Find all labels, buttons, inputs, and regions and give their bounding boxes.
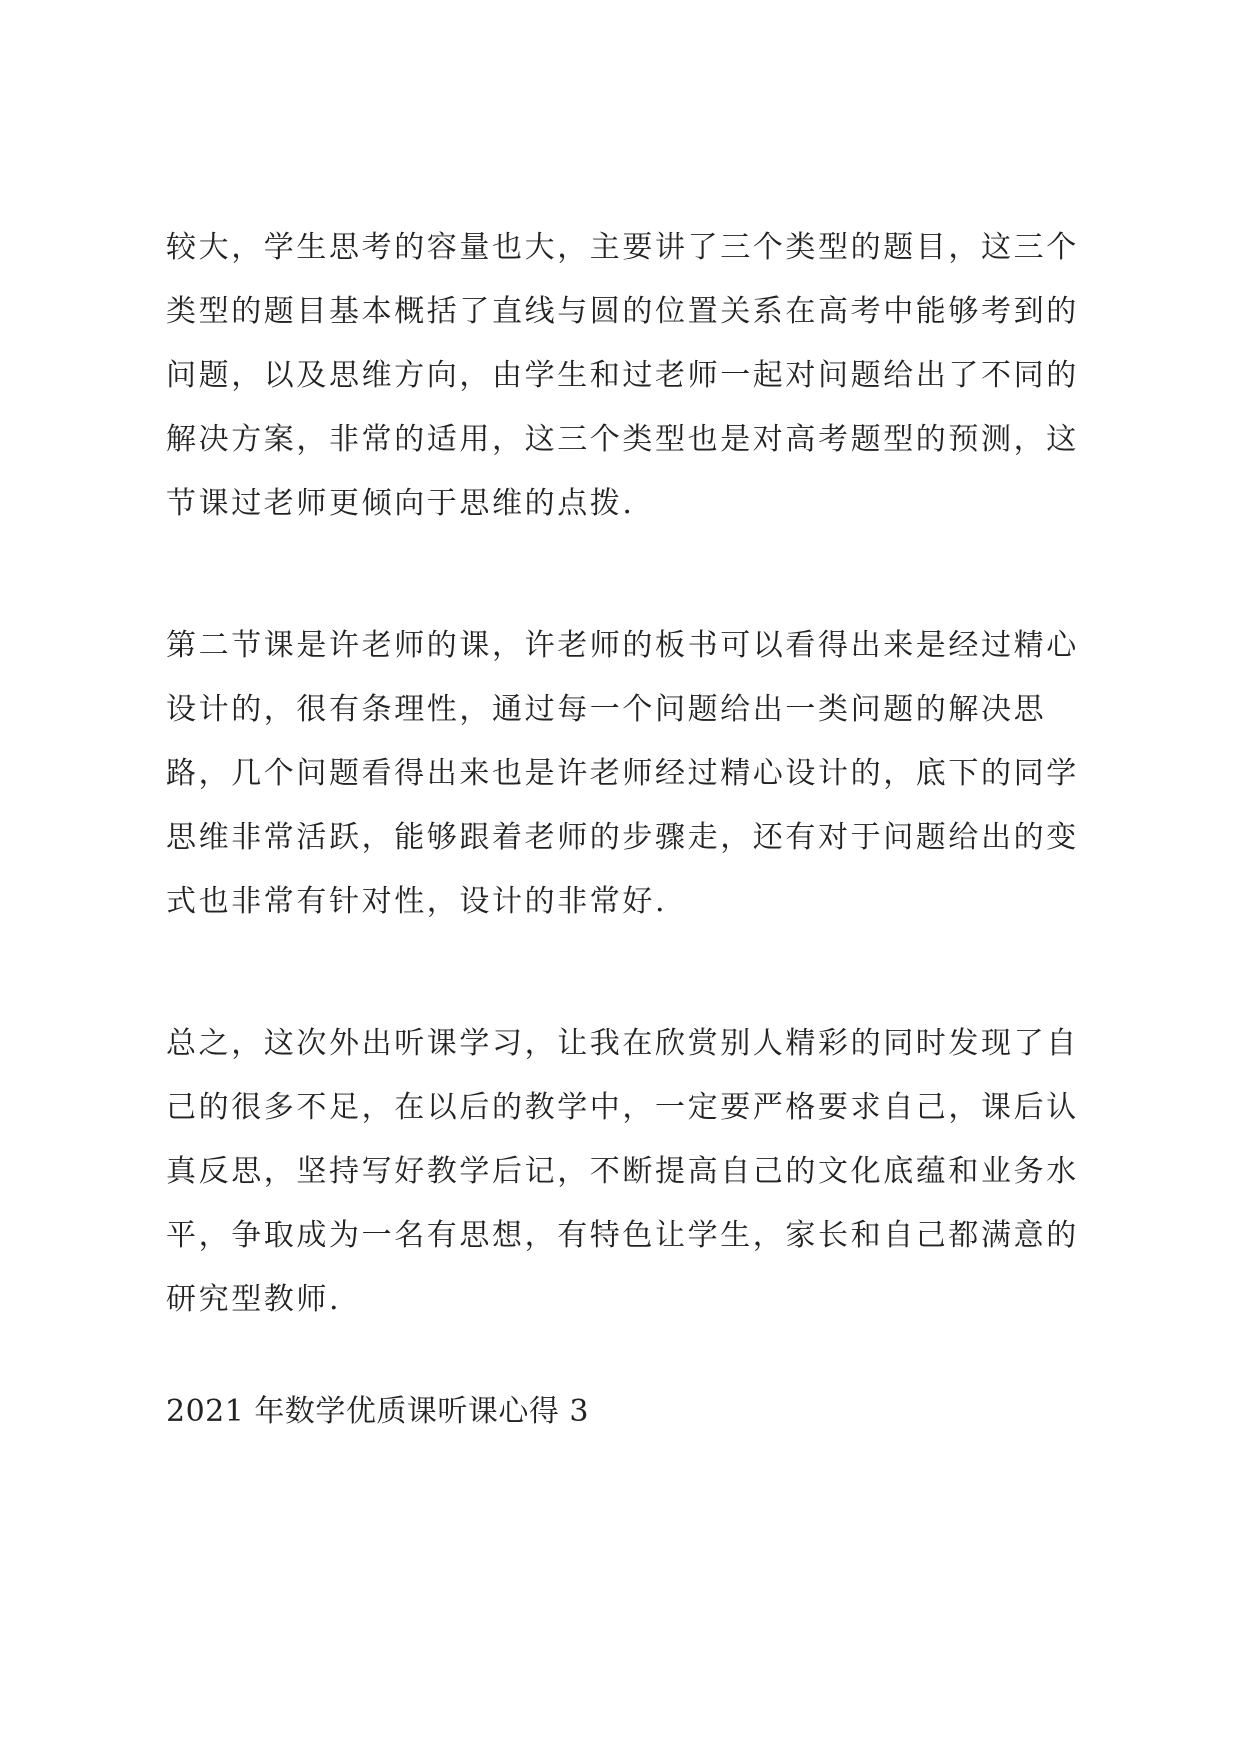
section-heading [166,1380,1096,1444]
paragraph-line: 节课过老师更倾向于思维的点拨. [166,486,635,521]
paragraph-2 [166,614,1096,934]
paragraph-1 [166,216,1096,536]
paragraph-line: 较大，学生思考的容量也大，主要讲了三个类型的题目，这三个 [166,230,1079,265]
paragraph-line: 问题，以及思维方向，由学生和过老师一起对问题给出了不同的 [166,358,1079,393]
paragraph-line: 类型的题目基本概括了直线与圆的位置关系在高考中能够考到的 [166,294,1079,329]
paragraph-3 [166,1012,1096,1332]
paragraph-line: 解决方案，非常的适用，这三个类型也是对高考题型的预测，这 [166,422,1079,457]
paragraph-line: 式也非常有针对性，设计的非常好. [166,884,668,919]
paragraph-line: 路，几个问题看得出来也是许老师经过精心设计的，底下的同学 [166,756,1079,791]
paragraph-line: 设计的，很有条理性，通过每一个问题给出一类问题的解决思 [166,692,1047,727]
paragraph-line: 思维非常活跃，能够跟着老师的步骤走，还有对于问题给出的变 [166,820,1079,855]
paragraph-line: 第二节课是许老师的课，许老师的板书可以看得出来是经过精心 [166,628,1079,663]
paragraph-line: 总之，这次外出听课学习，让我在欣赏别人精彩的同时发现了自 [166,1026,1079,1061]
paragraph-line: 研究型教师. [166,1282,342,1317]
paragraph-line: 己的很多不足，在以后的教学中，一定要严格要求自己，课后认 [166,1090,1079,1125]
paragraph-line: 真反思，坚持写好教学后记，不断提高自己的文化底蕴和业务水 [166,1154,1079,1189]
section-heading-text: 2021 年数学优质课听课心得 3 [166,1394,590,1429]
paragraph-line: 平，争取成为一名有思想，有特色让学生，家长和自己都满意的 [166,1218,1079,1253]
